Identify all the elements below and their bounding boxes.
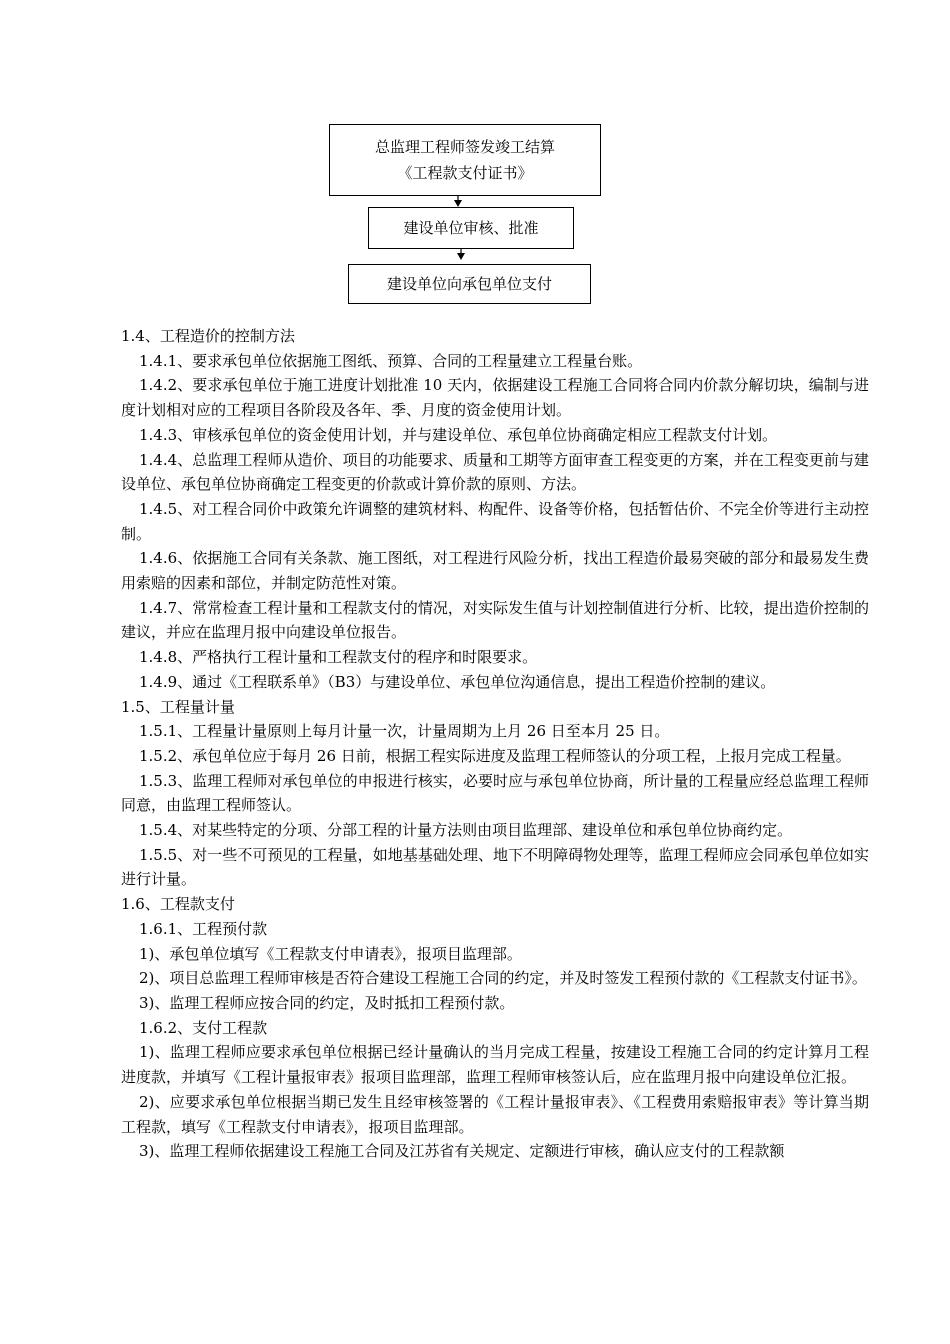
flowchart-box-sign-settlement xyxy=(329,124,601,196)
paragraph: 2)、项目总监理工程师审核是否符合建设工程施工合同的约定，并及时签发工程预付款的《工程款支付证书》。 xyxy=(139,969,867,988)
paragraph: 3)、监理工程师依据建设工程施工合同及江苏省有关规定、定额进行审核，确认应支付的工程款额 xyxy=(139,1142,785,1161)
section-heading: 1.5、工程量计量 xyxy=(121,697,235,716)
flowchart-box1-line1: 总监理工程师签发竣工结算 xyxy=(374,138,555,156)
paragraph: 1.6.2、支付工程款 xyxy=(139,1018,268,1037)
paragraph: 1.5.4、对某些特定的分项、分部工程的计量方法则由项目监理部、建设单位和承包单位协商约定。 xyxy=(139,821,793,840)
paragraph: 1.4.7、常常检查工程计量和工程款支付的情况，对实际发生值与计划控制值进行分析、比较，提出造价控制的建议，并应在监理月报中向建设单位报告。 xyxy=(121,598,869,642)
paragraph: 1.5.5、对一些不可预见的工程量，如地基基础处理、地下不明障碍物处理等，监理工程师应会同承包单位如实进行计量。 xyxy=(121,845,869,889)
flowchart-box2-label: 建设单位审核、批准 xyxy=(403,219,539,237)
paragraph: 1.4.3、审核承包单位的资金使用计划，并与建设单位、承包单位协商确定相应工程款支付计划。 xyxy=(139,425,778,444)
paragraph: 1.4.4、总监理工程师从造价、项目的功能要求、质量和工期等方面审查工程变更的方案，并在工程变更前与建设单位、承包单位协商确定工程变更的价款或计算价款的原则、方法。 xyxy=(121,450,869,494)
flowchart-box-approval xyxy=(368,207,574,249)
flowchart-arrow-down-icon xyxy=(456,249,466,261)
flowchart-box1-line2: 《工程款支付证书》 xyxy=(397,164,533,182)
document-body xyxy=(121,324,869,1164)
section-heading: 1.6、工程款支付 xyxy=(121,895,235,914)
paragraph: 1.4.8、严格执行工程计量和工程款支付的程序和时限要求。 xyxy=(139,648,538,667)
flowchart-box-payment xyxy=(348,264,591,304)
paragraph: 1.4.5、对工程合同价中政策允许调整的建筑材料、构配件、设备等价格，包括暂估价、不完全价等进行主动控制。 xyxy=(121,499,869,543)
paragraph: 1.5.3、监理工程师对承包单位的申报进行核实，必要时应与承包单位协商，所计量的工程量应经总监理工程师同意，由监理工程师签认。 xyxy=(121,771,869,815)
paragraph: 1.4.2、要求承包单位于施工进度计划批准 10 天内，依据建设工程施工合同将合同内价款分解切块，编制与进度计划相对应的工程项目各阶段及各年、季、月度的资金使用计划。 xyxy=(121,376,869,420)
paragraph: 1.4.1、要求承包单位依据施工图纸、预算、合同的工程量建立工程量台账。 xyxy=(139,351,643,370)
paragraph: 2)、应要求承包单位根据当期已发生且经审核签署的《工程计量报审表》、《工程费用索赔报审表》等计算当期工程款，填写《工程款支付申请表》，报项目监理部。 xyxy=(121,1092,869,1136)
paragraph: 1.4.9、通过《工程联系单》（B3）与建设单位、承包单位沟通信息，提出工程造价控制的建议。 xyxy=(139,672,776,691)
paragraph: 1)、承包单位填写《工程款支付申请表》，报项目监理部。 xyxy=(139,944,522,963)
flowchart-box3-label: 建设单位向承包单位支付 xyxy=(386,275,552,293)
paragraph: 1)、监理工程师应要求承包单位根据已经计量确认的当月完成工程量，按建设工程施工合同的约定计算月工程进度款，并填写《工程计量报审表》报项目监理部，监理工程师审核签认后，应在监理月报中向建设单位汇报。 xyxy=(121,1043,869,1087)
paragraph: 1.5.1、工程量计量原则上每月计量一次，计量周期为上月 26 日至本月 25 日。 xyxy=(139,722,670,741)
paragraph: 3)、监理工程师应按合同的约定，及时抵扣工程预付款。 xyxy=(139,993,515,1012)
section-heading: 1.4、工程造价的控制方法 xyxy=(121,327,295,345)
paragraph: 1.6.1、工程预付款 xyxy=(139,919,268,938)
paragraph: 1.5.2、承包单位应于每月 26 日前，根据工程实际进度及监理工程师签认的分项工程，上报月完成工程量。 xyxy=(139,746,851,765)
paragraph: 1.4.6、依据施工合同有关条款、施工图纸，对工程进行风险分析，找出工程造价最易突破的部分和最易发生费用索赔的因素和部位，并制定防范性对策。 xyxy=(121,549,869,593)
